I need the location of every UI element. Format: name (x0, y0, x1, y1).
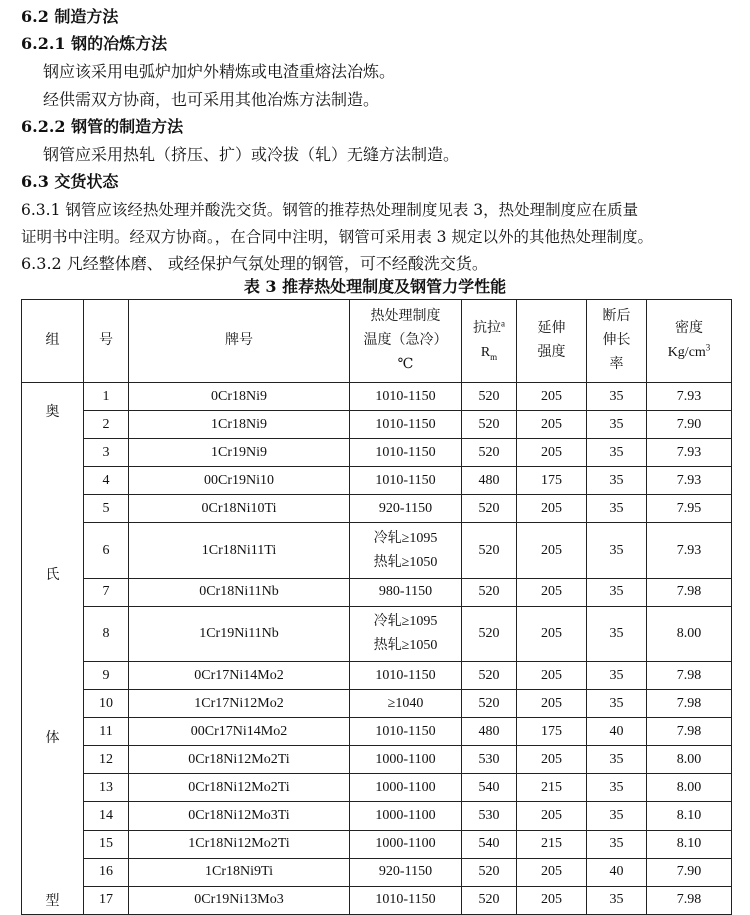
table-header-row (22, 300, 732, 383)
cell-density: 7.98 (647, 886, 732, 914)
table-row (22, 383, 732, 411)
cell-no: 10 (84, 690, 129, 718)
cell-heat: 1010-1150 (350, 411, 462, 439)
section-heading-6-3: 6.3 交货状态 (21, 172, 119, 191)
paragraph-smelting-2: 经供需双方协商，也可采用其他冶炼方法制造。 (43, 90, 380, 109)
table-row (22, 830, 732, 858)
cell-tensile: 520 (462, 606, 517, 661)
cell-density: 7.93 (647, 383, 732, 411)
cell-yield: 205 (517, 523, 587, 578)
cell-tensile: 480 (462, 718, 517, 746)
cell-no: 5 (84, 495, 129, 523)
cell-no: 14 (84, 802, 129, 830)
table-caption: 表 3 推荐热处理制度及钢管力学性能 (243, 277, 507, 296)
cell-elongation: 35 (587, 383, 647, 411)
cell-heat: 1000-1100 (350, 802, 462, 830)
cell-heat: 1000-1100 (350, 746, 462, 774)
cell-density: 7.95 (647, 495, 732, 523)
cell-grade: 0Cr18Ni9 (129, 383, 350, 411)
paragraph-6-3-1-line-2: 证明书中注明。经双方协商。，在合同中注明，钢管可采用表 3 规定以外的其他热处理制度。 (21, 228, 653, 246)
cell-yield: 205 (517, 606, 587, 661)
cell-elongation: 35 (587, 523, 647, 578)
cell-density: 7.98 (647, 578, 732, 606)
cell-heat-line-2: 热轧≥1050 (373, 637, 438, 653)
header-yield: 延伸 强度 (517, 300, 587, 383)
table-row (22, 858, 732, 886)
table-row (22, 411, 732, 439)
cell-heat: 920-1150 (350, 495, 462, 523)
cell-yield: 205 (517, 802, 587, 830)
section-heading-6-2: 6.2 制造方法 (21, 7, 119, 26)
cell-grade: 0Cr18Ni12Mo2Ti (129, 746, 350, 774)
cell-yield: 205 (517, 439, 587, 467)
cell-density: 7.98 (647, 690, 732, 718)
cell-no: 3 (84, 439, 129, 467)
cell-heat-line-2: 热轧≥1050 (373, 554, 438, 570)
cell-density: 8.10 (647, 830, 732, 858)
cell-density: 8.10 (647, 802, 732, 830)
cell-heat: 1010-1150 (350, 661, 462, 689)
cell-no: 8 (84, 606, 129, 661)
cell-elongation: 35 (587, 467, 647, 495)
cell-tensile: 520 (462, 858, 517, 886)
cell-no: 12 (84, 746, 129, 774)
cell-yield: 215 (517, 774, 587, 802)
cell-heat: 1000-1100 (350, 830, 462, 858)
cell-elongation: 40 (587, 858, 647, 886)
heat-treatment-table (21, 299, 732, 915)
table-row (22, 718, 732, 746)
header-no: 号 (84, 300, 129, 383)
cell-no: 17 (84, 886, 129, 914)
cell-no: 15 (84, 830, 129, 858)
table-row (22, 578, 732, 606)
cell-no: 6 (84, 523, 129, 578)
cell-grade: 1Cr18Ni9Ti (129, 858, 350, 886)
cell-elongation: 35 (587, 690, 647, 718)
header-density: 密度 $Kg/cm^3$ (647, 300, 732, 383)
cell-heat: 920-1150 (350, 858, 462, 886)
cell-yield: 205 (517, 746, 587, 774)
cell-density: 8.00 (647, 746, 732, 774)
table-row (22, 439, 732, 467)
cell-heat: 1000-1100 (350, 774, 462, 802)
header-group: 组 (22, 300, 84, 383)
cell-yield: 205 (517, 383, 587, 411)
cell-tensile: 520 (462, 523, 517, 578)
section-heading-6-2-1: 6.2.1 钢的冶炼方法 (21, 34, 168, 53)
cell-tensile: 540 (462, 774, 517, 802)
cell-grade: 0Cr18Ni10Ti (129, 495, 350, 523)
cell-density: 7.93 (647, 523, 732, 578)
cell-elongation: 35 (587, 411, 647, 439)
cell-tensile: 520 (462, 495, 517, 523)
cell-tensile: 520 (462, 411, 517, 439)
cell-elongation: 35 (587, 774, 647, 802)
cell-no: 9 (84, 661, 129, 689)
cell-tensile: 520 (462, 578, 517, 606)
table-row (22, 690, 732, 718)
cell-no: 1 (84, 383, 129, 411)
cell-tensile: 520 (462, 886, 517, 914)
cell-density: 7.98 (647, 661, 732, 689)
cell-elongation: 40 (587, 718, 647, 746)
cell-no: 16 (84, 858, 129, 886)
paragraph-6-3-1-line-1: 6.3.1 钢管应该经热处理并酸洗交货。钢管的推荐热处理制度见表 3，热处理制度应在质量 (21, 201, 639, 219)
cell-tensile: 520 (462, 690, 517, 718)
cell-elongation: 35 (587, 578, 647, 606)
cell-heat: ≥1040 (350, 690, 462, 718)
cell-yield: 205 (517, 690, 587, 718)
cell-grade: 0Cr18Ni12Mo3Ti (129, 802, 350, 830)
header-elongation: 断后 伸长 率 (587, 300, 647, 383)
table-row (22, 802, 732, 830)
cell-elongation: 35 (587, 802, 647, 830)
paragraph-smelting-1: 钢应该采用电弧炉加炉外精炼或电渣重熔法冶炼。 (43, 62, 396, 81)
cell-heat-line-1: 冷轧≥1095 (373, 613, 438, 629)
header-grade: 牌号 (129, 300, 350, 383)
cell-yield: 205 (517, 411, 587, 439)
cell-grade: 1Cr17Ni12Mo2 (129, 690, 350, 718)
cell-grade: 00Cr19Ni10 (129, 467, 350, 495)
cell-yield: 175 (517, 467, 587, 495)
cell-grade: 1Cr18Ni12Mo2Ti (129, 830, 350, 858)
group-cell-austenitic: 奥 氏 体 型 (22, 383, 84, 915)
cell-elongation: 35 (587, 439, 647, 467)
cell-yield: 205 (517, 858, 587, 886)
cell-elongation: 35 (587, 606, 647, 661)
cell-heat: 1010-1150 (350, 467, 462, 495)
cell-density: 8.00 (647, 606, 732, 661)
cell-grade: 0Cr18Ni12Mo2Ti (129, 774, 350, 802)
cell-tensile: 530 (462, 802, 517, 830)
cell-heat: 1010-1150 (350, 718, 462, 746)
cell-heat (350, 523, 462, 578)
paragraph-pipe-making: 钢管应采用热轧（挤压、扩）或冷拔（轧）无缝方法制造。 (43, 145, 460, 164)
cell-density: 7.93 (647, 467, 732, 495)
cell-elongation: 35 (587, 661, 647, 689)
cell-grade: 0Cr19Ni13Mo3 (129, 886, 350, 914)
cell-no: 13 (84, 774, 129, 802)
cell-grade: 1Cr18Ni11Ti (129, 523, 350, 578)
cell-density: 7.90 (647, 858, 732, 886)
cell-density: 7.93 (647, 439, 732, 467)
cell-elongation: 35 (587, 886, 647, 914)
header-tensile: 抗拉$^a$ $R_m$ (462, 300, 517, 383)
cell-yield: 215 (517, 830, 587, 858)
cell-heat-line-1: 冷轧≥1095 (373, 530, 438, 546)
cell-tensile: 480 (462, 467, 517, 495)
cell-elongation: 35 (587, 830, 647, 858)
cell-elongation: 35 (587, 495, 647, 523)
cell-tensile: 520 (462, 661, 517, 689)
cell-grade: 00Cr17Ni14Mo2 (129, 718, 350, 746)
cell-heat: 1010-1150 (350, 439, 462, 467)
cell-no: 2 (84, 411, 129, 439)
cell-tensile: 530 (462, 746, 517, 774)
cell-grade: 0Cr18Ni11Nb (129, 578, 350, 606)
cell-grade: 1Cr18Ni9 (129, 411, 350, 439)
cell-no: 7 (84, 578, 129, 606)
paragraph-6-3-2: 6.3.2 凡经整体磨、 或经保护气氛处理的钢管，可不经酸洗交货。 (21, 254, 488, 273)
cell-yield: 205 (517, 661, 587, 689)
table-row (22, 467, 732, 495)
cell-yield: 205 (517, 886, 587, 914)
cell-elongation: 35 (587, 746, 647, 774)
table-body (22, 383, 732, 915)
cell-density: 7.90 (647, 411, 732, 439)
cell-heat: 980-1150 (350, 578, 462, 606)
cell-heat: 1010-1150 (350, 383, 462, 411)
cell-heat: 1010-1150 (350, 886, 462, 914)
table-row (22, 606, 732, 661)
table-row (22, 495, 732, 523)
header-heat-treatment: 热处理制度 温度（急冷） ℃ (350, 300, 462, 383)
cell-heat (350, 606, 462, 661)
cell-yield: 205 (517, 495, 587, 523)
table-row (22, 886, 732, 914)
cell-no: 11 (84, 718, 129, 746)
table-row (22, 661, 732, 689)
cell-no: 4 (84, 467, 129, 495)
cell-grade: 0Cr17Ni14Mo2 (129, 661, 350, 689)
cell-density: 7.98 (647, 718, 732, 746)
cell-grade: 1Cr19Ni9 (129, 439, 350, 467)
table-row (22, 774, 732, 802)
cell-density: 8.00 (647, 774, 732, 802)
cell-tensile: 520 (462, 439, 517, 467)
table-row (22, 523, 732, 578)
table-row (22, 746, 732, 774)
cell-grade: 1Cr19Ni11Nb (129, 606, 350, 661)
cell-tensile: 520 (462, 383, 517, 411)
section-heading-6-2-2: 6.2.2 钢管的制造方法 (21, 117, 184, 136)
cell-yield: 175 (517, 718, 587, 746)
cell-yield: 205 (517, 578, 587, 606)
cell-tensile: 540 (462, 830, 517, 858)
